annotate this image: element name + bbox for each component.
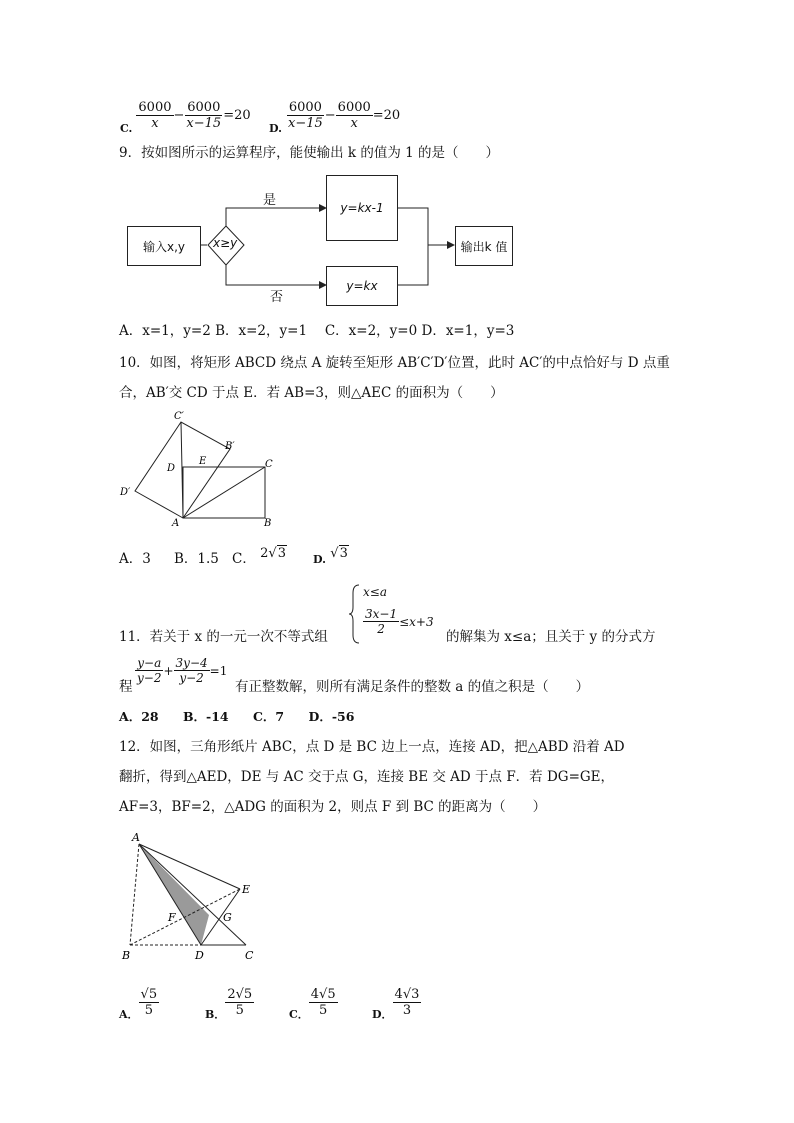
q12-label-e: E [242,883,251,896]
q11-option-c: C．7 [252,709,285,724]
q9-yes-branch-box: y=kx-1 [326,175,398,241]
q12-stem-line-1: 12．如图，三角形纸片 ABC，点 D 是 BC 边上一点，连接 AD，把△ABD 沿着 AD [119,739,625,755]
q10-label-a: A [172,518,180,529]
q9-flowchart [0,0,794,320]
q11-stem-2-suffix: 有正整数解，则所有满足条件的整数 a 的值之积是（ ） [235,679,590,695]
q12-stem-line-2: 翻折，得到△AED，DE 与 AC 交于点 G，连接 BE 交 AD 于点 F．若 DG=GE， [119,769,615,785]
q11-system-line-1: x≤a [363,585,387,599]
q9-line-yes-out [398,208,428,245]
q10-figure-svg [110,405,290,530]
q9-arrow-no [226,265,326,285]
q12-stem-line-3: AF=3，BF=2，△ADG 的面积为 2，则点 F 到 BC 的距离为（ ） [119,799,547,815]
q8-c-label: C. [120,122,133,135]
q10-label-d: D [167,463,176,474]
q12-label-d: D [195,949,204,962]
q9-no-branch-box: y=kx [326,266,398,306]
q12-line-ab-dashed [130,844,139,945]
q11-left-brace [349,583,361,645]
q11-stem-2-prefix: 程 [119,679,133,695]
q9-condition-text: x≥y [213,236,238,250]
q11-option-d: D．-56 [308,709,355,724]
q10-option-c-label: C． [232,551,256,567]
q10-label-c: C [265,459,273,470]
q12-option-a: A． $\frac{√5}{5}$ [119,986,158,1021]
q10-line-ac [183,467,265,518]
q9-yes-label: 是 [263,193,277,208]
q10-label-b1: B′ [225,441,235,452]
q11-stem-prefix: 11．若关于 x 的一元一次不等式组 [119,629,328,645]
q8-c-minus: − [173,108,185,123]
q8-d-label: D. [269,122,282,135]
q10-stem-line-2: 合，AB′交 CD 于点 E．若 AB=3，则△AEC 的面积为（ ） [119,385,504,401]
q12-option-d: D． $\frac{4√3}{3}$ [372,986,420,1021]
q12-label-b: B [122,949,131,962]
q8-c-fraction-2: $\frac{6000}{x-15}$ [186,100,222,131]
q12-label-a: A [132,831,140,844]
q10-option-d-value: √3 [330,546,348,561]
q12-figure-svg [110,825,270,965]
q8-d-fraction-1: $\frac{6000}{x-15}$ [287,100,323,131]
q11-option-a: A．28 [119,709,159,724]
q11-system-line-2: $\frac{3x-1}{2}$ ≤x+3 [365,607,434,636]
q12-label-g: G [223,911,232,924]
q8-c-fraction-1: $\frac{6000}{x}$ [138,100,172,131]
q10-label-d1: D′ [120,487,131,498]
q12-label-c: C [245,949,254,962]
q12-figure [110,825,270,965]
q9-arrow-yes [226,208,326,226]
q9-input-box: 输入x,y [127,226,201,266]
q12-label-f: F [168,911,176,924]
q8-d-minus: − [324,108,336,123]
q10-option-b: B．1.5 [174,551,219,567]
q12-option-c: C． $\frac{4√5}{5}$ [289,986,336,1021]
q9-line-no-out [398,245,428,285]
q11-inequality-system [349,583,444,645]
q10-option-c-value: 2√3 [260,546,286,561]
q10-option-d-label: D. [313,553,326,566]
q9-stem: 9．按如图所示的运算程序，能使输出 k 的值为 1 的是（ ） [119,145,500,161]
q8-d-equals: =20 [372,108,401,123]
q10-stem-line-1: 10．如图，将矩形 ABCD 绕点 A 旋转至矩形 AB′C′D′位置，此时 AC′的中点恰好与 D 点重 [119,355,670,371]
q11-options [119,707,354,727]
q10-option-a: A．3 [119,551,151,567]
q12-line-ad [139,844,201,945]
q10-label-e: E [199,456,207,467]
q10-option-c [232,546,287,570]
q9-no-label: 否 [270,290,284,305]
q8-c-equals: =20 [223,108,251,123]
q11-option-b: B．-14 [182,709,229,724]
q10-label-c1: C′ [174,411,184,422]
q10-figure [110,405,290,530]
q10-option-d [313,546,349,570]
q8-d-fraction-2: $\frac{6000}{x}$ [337,100,371,131]
q12-option-b: B． $\frac{2√5}{5}$ [205,986,253,1021]
q9-options: A．x=1，y=2 B．x=2，y=1 C．x=2，y=0 D．x=1，y=3 [119,323,515,339]
q11-fraction-equation: $\frac{y-a}{y-2}$ + $\frac{3y-4}{y-2}$ =1 [137,656,228,685]
q11-stem-suffix: 的解集为 x≤a；且关于 y 的分式方 [446,629,656,645]
q10-label-b: B [264,518,272,529]
q12-options [119,982,449,1022]
q9-output-box: 输出k 值 [455,226,513,266]
